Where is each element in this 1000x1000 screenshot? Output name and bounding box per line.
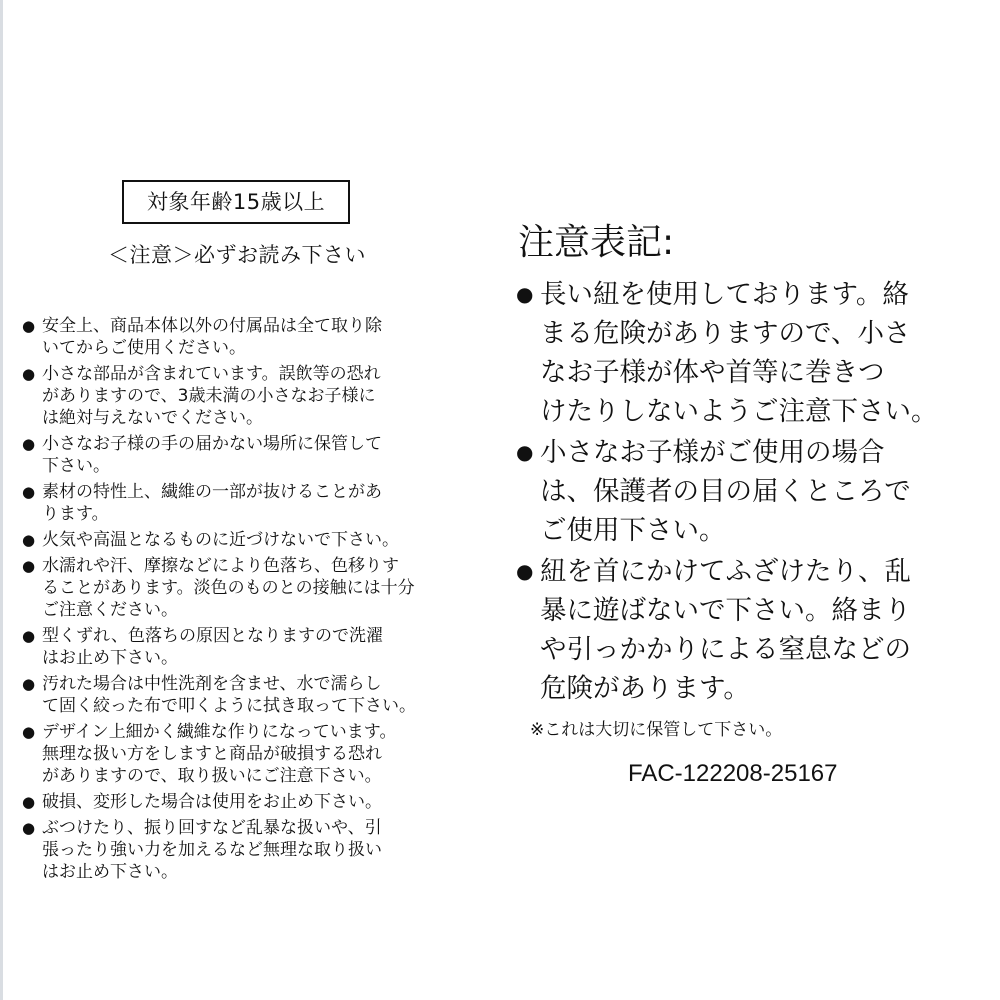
list-item: [22, 791, 492, 813]
list-item-text: デザイン上細かく繊維な作りになっています。 無理な扱い方をしますと商品が破損する恐れ がありますので、取り扱いにご注意下さい。: [42, 722, 397, 786]
bullet-icon: ●: [22, 723, 36, 741]
list-item: [22, 315, 492, 359]
bullet-icon: ●: [516, 559, 534, 583]
bullet-icon: ●: [22, 557, 36, 575]
list-item-text: 小さな部品が含まれています。誤飲等の恐れ がありますので、3歳未満の小さなお子様に は絶対与えないでください。: [42, 364, 381, 428]
bullet-icon: ●: [516, 440, 534, 464]
list-item: [22, 721, 492, 787]
bullet-icon: ●: [22, 627, 36, 645]
list-item: [22, 433, 492, 477]
list-item-text: 紐を首にかけてふざけたり、乱 暴に遊ばないで下さい。絡まり や引っかかりによる窒息などの 危険があります。: [540, 556, 911, 704]
caution-title: 注意表記:: [518, 222, 675, 263]
list-item: [22, 625, 492, 669]
list-item-text: 安全上、商品本体以外の付属品は全て取り除 いてからご使用ください。: [42, 316, 382, 358]
bullet-icon: ●: [22, 793, 36, 811]
list-item: [22, 363, 492, 429]
list-item-text: 汚れた場合は中性洗剤を含ませ、水で濡らし て固く絞った布で叩くように拭き取って下さい。: [42, 674, 416, 716]
list-item-text: 長い紐を使用しております。絡 まる危険がありますので、小さ なお子様が体や首等に巻きつ けたりしないようご注意下さい。: [540, 279, 938, 427]
bullet-icon: ●: [22, 317, 36, 335]
list-item-text: 破損、変形した場合は使用をお止め下さい。: [42, 792, 382, 812]
list-item-text: 水濡れや汗、摩擦などにより色落ち、色移りす ることがあります。淡色のものとの接触には十分 ご注意ください。: [42, 556, 415, 620]
list-item: [22, 817, 492, 883]
bullet-icon: ●: [22, 435, 36, 453]
bullet-icon: ●: [22, 365, 36, 383]
left-caution-list: [22, 315, 492, 887]
bullet-icon: ●: [22, 483, 36, 501]
notice-heading: ＜注意＞必ずお読み下さい: [108, 243, 366, 267]
product-code: FAC-122208-25167: [628, 760, 838, 787]
list-item-text: 小さなお子様の手の届かない場所に保管して 下さい。: [42, 434, 382, 476]
list-item: [22, 555, 492, 621]
list-item: [22, 673, 492, 717]
left-warning-panel: [22, 0, 492, 1000]
right-caution-list: [516, 275, 986, 710]
bullet-icon: ●: [22, 819, 36, 837]
bullet-icon: ●: [22, 675, 36, 693]
right-warning-panel: [516, 0, 986, 1000]
list-item: [516, 552, 986, 708]
list-item-text: 型くずれ、色落ちの原因となりますので洗濯 はお止め下さい。: [42, 626, 384, 668]
bullet-icon: ●: [22, 531, 36, 549]
list-item-text: ぶつけたり、振り回すなど乱暴な扱いや、引 張ったり強い力を加えるなど無理な取り扱い はお止め下さい。: [42, 818, 382, 882]
list-item: [22, 481, 492, 525]
page-edge-line: [0, 0, 3, 1000]
list-item-text: 火気や高温となるものに近づけないで下さい。: [42, 530, 399, 550]
bullet-icon: ●: [516, 282, 534, 306]
list-item-text: 素材の特性上、繊維の一部が抜けることがあ ります。: [42, 482, 382, 524]
age-rating-box: 対象年齢15歳以上: [122, 180, 350, 224]
keep-note: ※これは大切に保管して下さい。: [530, 720, 783, 740]
list-item: [516, 433, 986, 550]
list-item-text: 小さなお子様がご使用の場合 は、保護者の目の届くところで ご使用下さい。: [540, 437, 911, 546]
list-item: [22, 529, 492, 551]
list-item: [516, 275, 986, 431]
